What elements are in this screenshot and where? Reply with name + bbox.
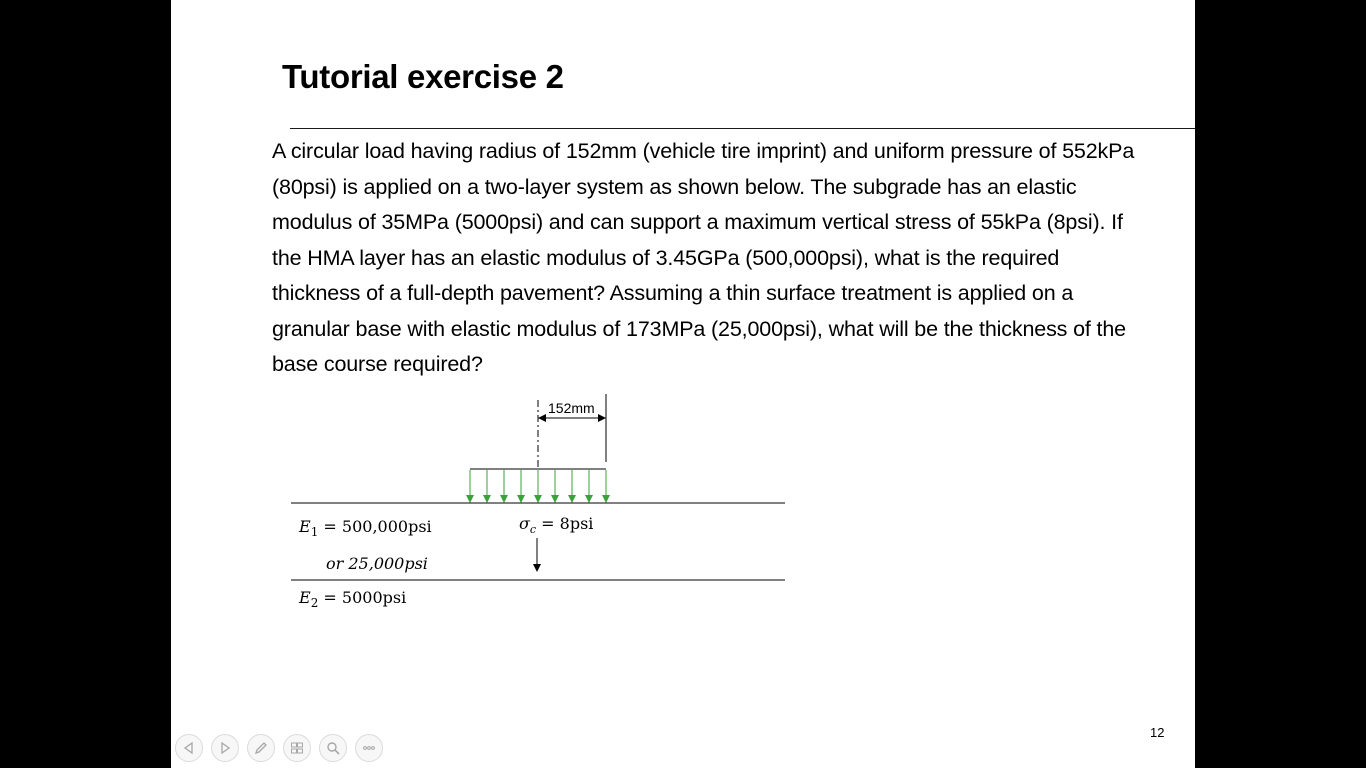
e1-label: $E_1 = 500,000psi$ — [299, 517, 432, 539]
load-arrows — [466, 470, 610, 503]
see-all-slides-button[interactable] — [283, 734, 311, 762]
load-arrow-head — [585, 495, 593, 503]
pen-button[interactable] — [247, 734, 275, 762]
slides-icon — [289, 740, 305, 756]
next-icon — [217, 740, 233, 756]
e1-alt-label: or 25,000psi — [326, 554, 428, 573]
next-slide-button[interactable] — [211, 734, 239, 762]
load-arrow-head — [500, 495, 508, 503]
zoom-button[interactable] — [319, 734, 347, 762]
pen-icon — [253, 740, 269, 756]
more-icon — [361, 740, 377, 756]
previous-icon — [181, 740, 197, 756]
slide-body-text: A circular load having radius of 152mm (vehicle tire imprint) and uniform pressure of 552kPa (80psi) is applied on a two-layer system as shown below. The subgrade has an elastic modulus of 35MPa (5000psi) and can support a maximum vertical stress of 55kPa (8psi). If the HMA layer has an elastic modulus of 3.45GPa (500,000psi), what is the required thickness of a full-depth pavement? Assuming a thin surface treatment is applied on a granular base with elastic modulus of 173MPa (25,000psi), what will be the thickness of the base course required? — [272, 139, 1135, 376]
radius-label: 152mm — [548, 400, 595, 416]
title-rule — [290, 128, 1195, 129]
e2-label: $E_2 = 5000psi$ — [299, 588, 407, 610]
two-layer-diagram — [171, 0, 1195, 768]
page-number: 12 — [1150, 725, 1165, 740]
slide — [171, 0, 1195, 768]
load-arrow-head — [466, 495, 474, 503]
load-arrow-head — [602, 495, 610, 503]
previous-slide-button[interactable] — [175, 734, 203, 762]
zoom-icon — [325, 740, 341, 756]
load-arrow-head — [483, 495, 491, 503]
load-arrow-head — [517, 495, 525, 503]
load-arrow-head — [568, 495, 576, 503]
load-arrow-head — [551, 495, 559, 503]
stress-label: $\sigma_c = 8psi$ — [519, 514, 594, 536]
load-arrow-head — [534, 495, 542, 503]
slideshow-nav-bar — [175, 734, 383, 762]
more-options-button[interactable] — [355, 734, 383, 762]
slide-title: Tutorial exercise 2 — [282, 58, 564, 95]
